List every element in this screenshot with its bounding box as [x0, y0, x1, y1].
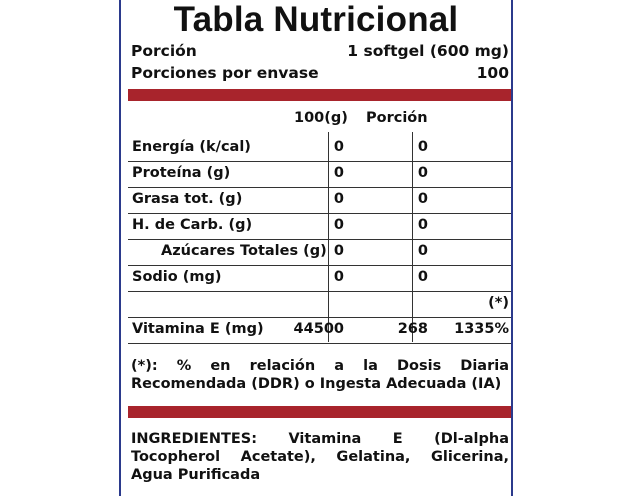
divider-bar-bottom: [128, 406, 512, 418]
nutrient-row: [128, 161, 512, 188]
percent-marker-row: [128, 291, 512, 318]
servings-per-container-label: Porciones por envase: [131, 64, 319, 82]
per-100g-value: 0: [333, 269, 344, 285]
nutrient-label: Vitamina E (mg): [132, 321, 264, 337]
ingredients-text: INGREDIENTES: Vitamina E (Dl-alpha Tocopherol Acetate), Gelatina, Glicerina, Agua Purificada: [131, 431, 509, 483]
nutrient-row: [128, 135, 512, 162]
per-100g-value: 0: [333, 165, 344, 181]
nutrient-row: [128, 265, 512, 292]
column-header-serving: Porción: [366, 110, 428, 126]
column-header-100g: 100(g): [294, 110, 348, 126]
nutrient-row: [128, 213, 512, 240]
per-100g-value: 0: [333, 217, 344, 233]
servings-per-container-value: 100: [476, 64, 509, 82]
per-serving-value: 0: [417, 165, 428, 181]
nutrient-label: Sodio (mg): [132, 269, 222, 285]
per-serving-value: 0: [417, 269, 428, 285]
nutrition-facts-panel: [119, 0, 513, 496]
nutrient-label: Proteína (g): [132, 165, 231, 181]
page-title: Tabla Nutricional: [173, 0, 459, 39]
serving-size-row: [131, 42, 509, 60]
percent-marker: (*): [488, 295, 509, 311]
nutrient-label: Grasa tot. (g): [132, 191, 243, 207]
per-serving-value: 0: [417, 191, 428, 207]
per-100g-value: 0: [333, 243, 344, 259]
servings-per-container-row: [131, 64, 509, 82]
nutrient-label: H. de Carb. (g): [132, 217, 253, 233]
percent-value: 1335%: [454, 321, 509, 337]
nutrient-label: Azúcares Totales (g): [161, 243, 327, 259]
nutrient-row: [128, 187, 512, 214]
divider-bar-top: [128, 89, 512, 101]
per-100g-value: 0: [333, 191, 344, 207]
per-100g-value: 0: [333, 139, 344, 155]
serving-size-value: 1 softgel (600 mg): [347, 42, 509, 60]
per-100g-value: 44500: [293, 321, 344, 337]
footnote-text: (*): % en relación a la Dosis Diaria Recomendada (DDR) o Ingesta Adecuada (IA): [131, 358, 509, 392]
per-serving-value: 0: [417, 139, 428, 155]
per-serving-value: 268: [397, 321, 428, 337]
serving-size-label: Porción: [131, 42, 197, 60]
nutrient-row: [128, 239, 512, 266]
per-serving-value: 0: [417, 217, 428, 233]
vitamin-row: [128, 317, 512, 344]
nutrient-label: Energía (k/cal): [132, 139, 251, 155]
per-serving-value: 0: [417, 243, 428, 259]
